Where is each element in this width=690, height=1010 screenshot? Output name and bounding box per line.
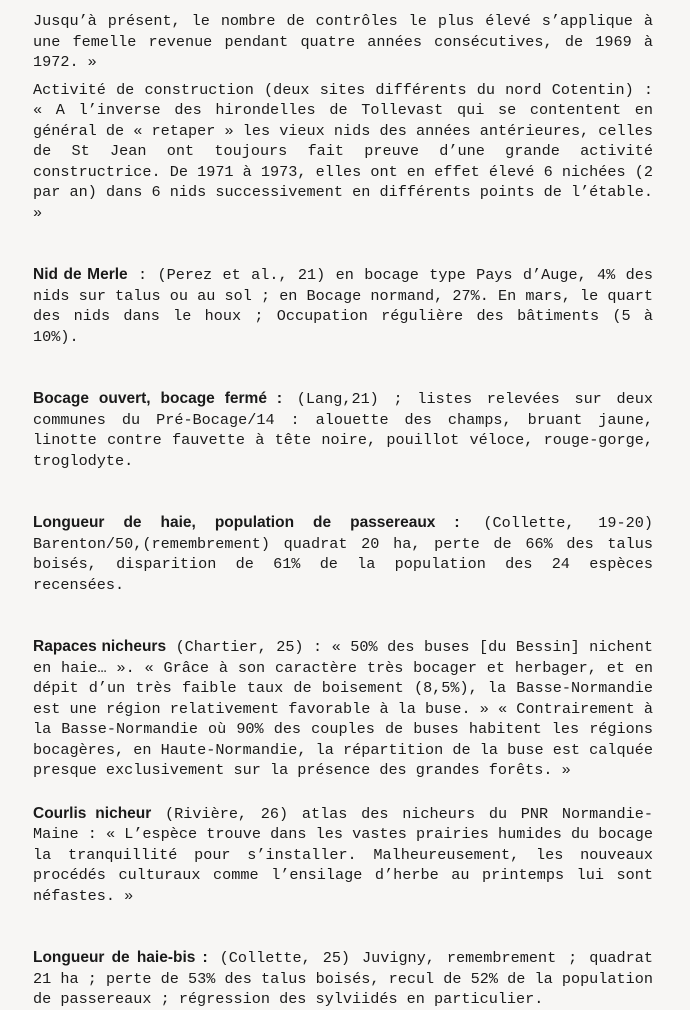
- entry-heading: Nid de Merle: [33, 266, 128, 283]
- entry-heading: Courlis nicheur: [33, 804, 152, 822]
- entry-heading: Longueur de haie, population de passereaux :: [33, 514, 460, 531]
- entry-body: (Lang,21) ; listes relevées sur deux communes du Pré-Bocage/14 : alouette des champs, bruant jaune, linotte contre fauvette à tête noire, pouillot véloce, rouge-gorge, troglodyte.: [33, 390, 653, 470]
- entry-bocage-ouvert: [33, 389, 653, 471]
- entry-body: (Rivière, 26) atlas des nicheurs du PNR Normandie-Maine : « L’espèce trouve dans les vastes prairies humides du bocage la tranquillité pour s’installer. Malheureusement, les nouveaux procédés culturaux comme l’ensilage d’herbe au printemps lui sont néfastes. »: [33, 804, 653, 905]
- entry-rapaces-nicheurs: [33, 637, 653, 781]
- construction-paragraph: Activité de construction (deux sites différents du nord Cotentin) : « A l’inverse des hirondelles de Tollevast qui se contentent en général de « retaper » les vieux nids des années antérieures, celles de St Jean ont toujours fait preuve d’une grande activité constructrice. De 1971 à 1973, elles ont en effet élevé 6 nichées (2 par an) dans 6 nids successivement en différents points de l’étable. »: [33, 80, 653, 222]
- intro-quote-end: Jusqu’à présent, le nombre de contrôles le plus élevé s’applique à une femelle revenue pendant quatre années consécutives, de 1969 à 1972. »: [33, 12, 653, 71]
- entry-nid-de-merle: [33, 265, 653, 347]
- entry-heading: Rapaces nicheurs: [33, 638, 167, 655]
- entry-body: (Collette, 25) Juvigny, remembrement ; quadrat 21 ha ; perte de 53% des talus boisés, recul de 52% de la population de passereaux ; régression des sylviidés en particulier.: [33, 949, 654, 1008]
- entry-heading: Bocage ouvert, bocage fermé :: [33, 390, 283, 407]
- document-page: [33, 11, 653, 1010]
- entry-longueur-de-haie-bis: [33, 948, 653, 1010]
- entry-body: (Chartier, 25) : « 50% des buses [du Bessin] nichent en haie… ». « Grâce à son caractère très bocager et herbager, et en dépit d’un très faible taux de boisement (8,5%), la Basse-Normandie est une région relativement favorable à la buse. » « Contrairement à la Basse-Normandie où 90% des couples de buses habitent les régions bocagères, en Haute-Normandie, la répartition de la buse est calquée presque exclusivement sur la présence des grandes forêts. »: [33, 638, 653, 779]
- entry-body: (Collette, 19-20) Barenton/50,(remembrement) quadrat 20 ha, perte de 66% des talus boisés, disparition de 61% de la population des 24 espèces recensées.: [33, 514, 653, 594]
- entry-longueur-de-haie: [33, 513, 653, 595]
- entry-body: : (Perez et al., 21) en bocage type Pays d’Auge, 4% des nids sur talus ou au sol ; en Bocage normand, 27%. En mars, le quart des nids dans le houx ; Occupation régulière des bâtiments (5 à 10%).: [33, 266, 653, 346]
- entry-courlis-nicheur: [33, 804, 653, 907]
- entry-heading: Longueur de haie-bis :: [33, 949, 208, 966]
